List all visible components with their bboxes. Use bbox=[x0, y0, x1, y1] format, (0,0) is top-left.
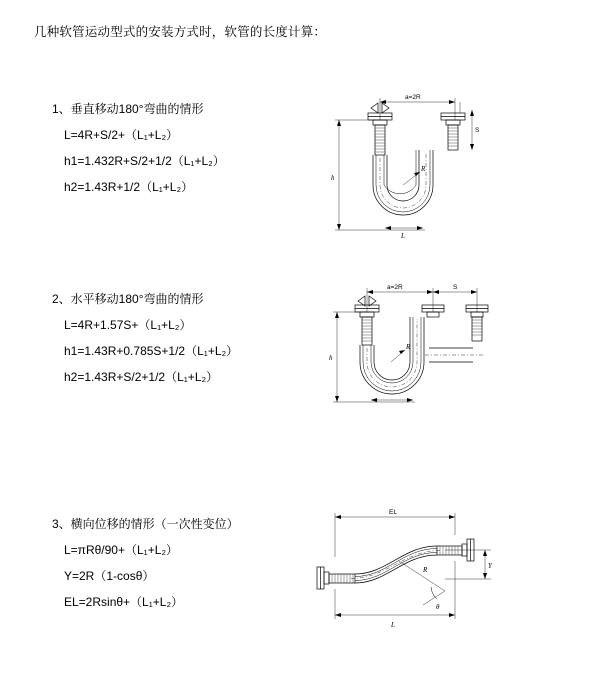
section-2-formula-3: h2=1.43R+S/2+1/2（L₁+L₂） bbox=[64, 370, 219, 384]
section-2-text bbox=[52, 290, 302, 394]
section-2-formula-1: L=4R+1.57S+（L₁+L₂） bbox=[64, 318, 192, 332]
section-3-heading: 3、横向位移的情形（一次性变位） bbox=[52, 517, 239, 531]
section-1-formula-2: h1=1.432R+S/2+1/2（L₁+L₂） bbox=[64, 154, 225, 168]
section-1-text bbox=[52, 100, 302, 204]
section-3-figure bbox=[295, 495, 505, 635]
section-3-formula-1: L=πRθ/90+（L₁+L₂） bbox=[64, 543, 179, 557]
dim-label-right: Y bbox=[488, 562, 492, 570]
dim-label-bottom: L bbox=[391, 621, 395, 629]
section-2-formula-2: h1=1.43R+0.785S+1/2（L₁+L₂） bbox=[64, 344, 239, 358]
section-3-text bbox=[52, 515, 302, 619]
section-3-formula-2: Y=2R（1-cosθ） bbox=[64, 569, 155, 583]
section-1-formula-1: L=4R+S/2+（L₁+L₂） bbox=[64, 128, 179, 142]
dim-label-bottom: L bbox=[401, 232, 405, 240]
dim-label-top-2: S bbox=[453, 284, 458, 291]
dim-label-top: a=2R bbox=[387, 284, 403, 291]
dim-label-top: EL bbox=[389, 509, 397, 516]
dim-label-left: h bbox=[331, 174, 335, 182]
horizontal-180-bend-diagram bbox=[305, 270, 495, 460]
radius-label: R bbox=[423, 566, 428, 574]
section-3-formula-3: EL=2Rsinθ+（L₁+L₂） bbox=[64, 595, 184, 609]
section-1-formula-3: h2=1.43R+1/2（L₁+L₂） bbox=[64, 180, 194, 194]
vertical-180-bend-diagram bbox=[305, 80, 495, 270]
angle-label: θ bbox=[436, 603, 440, 611]
radius-label: R bbox=[421, 165, 426, 173]
section-2-heading: 2、水平移动180°弯曲的情形 bbox=[52, 292, 204, 306]
dim-label-right: S bbox=[475, 127, 480, 134]
section-1-figure bbox=[305, 80, 495, 270]
lateral-offset-diagram bbox=[295, 495, 505, 635]
section-1-heading: 1、垂直移动180°弯曲的情形 bbox=[52, 102, 204, 116]
page-title: 几种软管运动型式的安装方式时，软管的长度计算： bbox=[34, 25, 327, 39]
dim-label-left: h bbox=[329, 354, 333, 362]
dim-label-top: a=2R bbox=[405, 94, 421, 101]
radius-label: R bbox=[406, 343, 411, 351]
section-2-figure bbox=[305, 270, 495, 460]
